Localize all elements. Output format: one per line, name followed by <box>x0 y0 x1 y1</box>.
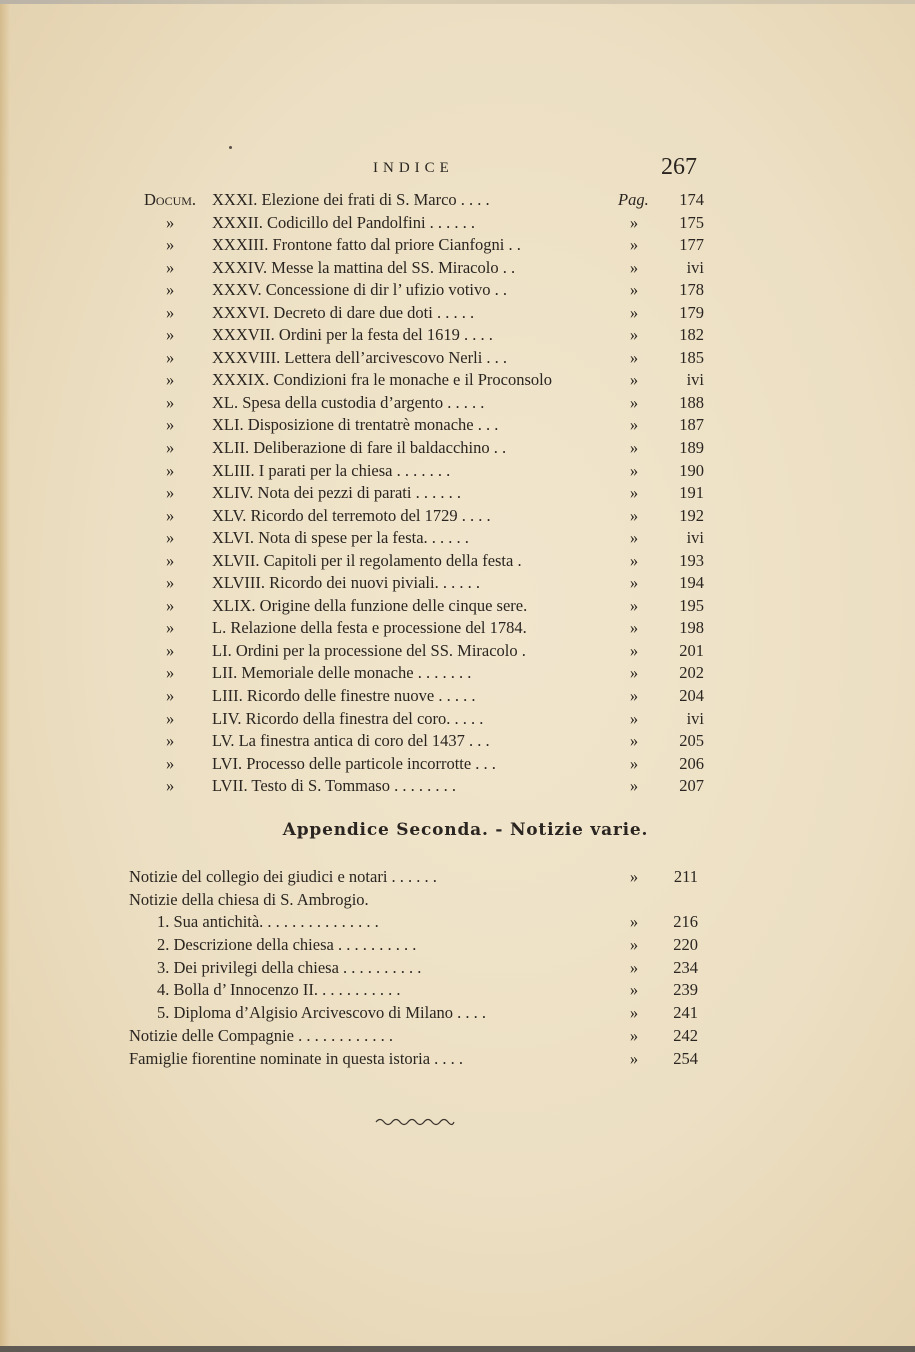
row-prefix: » <box>166 280 175 300</box>
document-row <box>0 392 915 415</box>
page-bottom-edge <box>0 1346 915 1352</box>
row-prefix: » <box>166 438 175 458</box>
document-title: XLVIII. Ricordo dei nuovi piviali. . . . . . <box>212 573 480 593</box>
document-row <box>0 730 915 753</box>
page-ref-mark: » <box>629 595 639 615</box>
appendix-row <box>0 1002 915 1025</box>
page-ref-mark: » <box>629 912 639 932</box>
page-num: 254 <box>673 1048 698 1068</box>
appendix-entry: Notizie del collegio dei giudici e notari . . . . . . <box>129 867 437 886</box>
page-num: ivi <box>686 708 704 728</box>
page-num: 189 <box>679 438 704 458</box>
page-num: 185 <box>679 347 704 367</box>
page-num: 187 <box>679 415 704 435</box>
row-prefix: » <box>166 595 175 615</box>
row-prefix: Docum. <box>144 190 197 209</box>
appendix-entry: Famiglie fiorentine nominate in questa istoria . . . . <box>129 1048 464 1068</box>
appendix-row <box>0 934 915 957</box>
row-prefix: » <box>166 257 175 277</box>
page-ref-mark: » <box>629 753 639 773</box>
appendix-row <box>0 866 915 889</box>
appendix-row <box>0 1048 915 1071</box>
document-row <box>0 437 915 460</box>
appendix-row <box>0 911 915 934</box>
document-title: L. Relazione della festa e processione del 1784. <box>212 618 527 638</box>
document-title: LIV. Ricordo della finestra del coro. . . . . <box>212 708 484 728</box>
document-row <box>0 505 915 528</box>
row-prefix: » <box>166 731 175 751</box>
document-row <box>0 414 915 437</box>
document-row <box>0 572 915 595</box>
document-row <box>0 302 915 325</box>
document-row <box>0 212 915 235</box>
document-title: XXXV. Concessione di dir l’ ufizio votivo . . <box>212 280 507 300</box>
row-prefix: » <box>166 618 175 638</box>
page-num: 239 <box>673 980 698 1000</box>
row-prefix: » <box>166 302 175 322</box>
page-num: 188 <box>679 392 704 412</box>
document-title: LV. La finestra antica di coro del 1437 . . . <box>212 731 490 751</box>
appendix-entry: 3. Dei privilegi della chiesa . . . . . . . . . . <box>157 957 422 977</box>
row-prefix: » <box>166 640 175 660</box>
document-title: LI. Ordini per la processione del SS. Miracolo . <box>212 640 526 660</box>
row-prefix: » <box>166 753 175 773</box>
page-num: ivi <box>686 257 704 277</box>
document-title: XXXIX. Condizioni fra le monache e il Proconsolo <box>212 370 553 390</box>
page-ref-mark: » <box>629 235 639 255</box>
page-num: 242 <box>673 1025 698 1045</box>
page-num: 182 <box>679 325 704 345</box>
page-ref-mark: » <box>629 1003 639 1023</box>
document-row <box>0 595 915 618</box>
page-num: 220 <box>673 935 698 955</box>
page-num: 241 <box>673 1003 698 1023</box>
page-ref-mark: » <box>629 415 639 435</box>
page-ref-mark: » <box>629 980 639 1000</box>
row-prefix: » <box>166 686 175 706</box>
document-title: XXXVI. Decreto di dare due doti . . . . . <box>212 302 475 322</box>
page-num: 191 <box>679 483 704 503</box>
page-ref-mark: » <box>629 528 639 548</box>
row-prefix: » <box>166 708 175 728</box>
page-ref-mark: » <box>629 505 639 525</box>
page-num: 177 <box>679 235 704 255</box>
appendix-row <box>0 889 915 912</box>
row-prefix: » <box>166 776 175 796</box>
row-prefix: » <box>166 415 175 435</box>
page-ref-mark: » <box>629 483 639 503</box>
document-row <box>0 527 915 550</box>
page-ref-mark: » <box>629 957 639 977</box>
page-ref-mark: » <box>629 663 639 683</box>
running-title: INDICE <box>373 160 454 176</box>
appendix-entry: 2. Descrizione della chiesa . . . . . . . . . . <box>157 935 417 955</box>
page-ref-mark: » <box>629 257 639 277</box>
document-row <box>0 685 915 708</box>
page-num: 234 <box>673 957 698 977</box>
page-ref-mark: » <box>629 438 639 458</box>
document-title: XXXIV. Messe la mattina del SS. Miracolo . . <box>212 257 516 277</box>
document-row <box>0 550 915 573</box>
appendix-row <box>0 979 915 1002</box>
page-ref-mark: » <box>629 325 639 345</box>
row-prefix: » <box>166 235 175 255</box>
page-ref-mark: » <box>629 280 639 300</box>
page-ref-mark: » <box>629 935 639 955</box>
row-prefix: » <box>166 505 175 525</box>
page-ref-mark: » <box>629 573 639 593</box>
document-row <box>0 257 915 280</box>
document-title: XL. Spesa della custodia d’argento . . . . . <box>212 392 485 412</box>
document-title: LVII. Testo di S. Tommaso . . . . . . . . <box>212 776 456 796</box>
page-ref-mark: » <box>629 776 639 796</box>
row-prefix: » <box>166 483 175 503</box>
page-ref-mark: » <box>629 460 639 480</box>
documents-list <box>0 189 915 798</box>
appendix-entry: 4. Bolla d’ Innocenzo II. . . . . . . . . . . <box>157 980 401 1000</box>
document-title: XLIX. Origine della funzione delle cinque sere. <box>212 595 528 615</box>
page-ref-mark: » <box>629 347 639 367</box>
document-title: XLI. Disposizione di trentatrè monache . . . <box>212 415 499 435</box>
document-title: XLVI. Nota di spese per la festa. . . . . . <box>212 528 469 548</box>
page-ref-mark: » <box>629 392 639 412</box>
running-head <box>0 154 915 184</box>
page-num: 205 <box>679 731 704 751</box>
page-num: 206 <box>679 753 704 773</box>
page-ref-mark: » <box>629 867 639 886</box>
document-title: XXXVIII. Lettera dell’arcivescovo Nerli . . . <box>212 347 508 367</box>
row-prefix: » <box>166 460 175 480</box>
page-num: 202 <box>679 663 704 683</box>
row-prefix: » <box>166 663 175 683</box>
page-ref-mark: » <box>629 1025 639 1045</box>
page-ref-mark: » <box>629 302 639 322</box>
page-ref-mark: » <box>629 618 639 638</box>
appendix-row <box>0 1025 915 1048</box>
page-num: 207 <box>679 776 704 796</box>
page-num: 211 <box>673 867 698 886</box>
document-row <box>0 324 915 347</box>
document-title: LIII. Ricordo delle finestre nuove . . . . . <box>212 686 476 706</box>
appendix-row <box>0 957 915 980</box>
page-num: ivi <box>686 370 704 390</box>
document-row <box>0 753 915 776</box>
page-ref-mark: » <box>629 370 639 390</box>
document-title: XXXIII. Frontone fatto dal priore Cianfogni . . <box>212 235 521 255</box>
row-prefix: » <box>166 370 175 390</box>
page-num: 179 <box>679 302 704 322</box>
page-ref-mark: » <box>629 731 639 751</box>
appendix-entry: Notizie delle Compagnie . . . . . . . . . . . . <box>129 1025 393 1045</box>
document-row <box>0 189 915 212</box>
page-num: ivi <box>686 528 704 548</box>
appendix-heading: Appendice Seconda. - Notizie varie. <box>282 820 649 840</box>
page-num: 198 <box>679 618 704 638</box>
document-row <box>0 234 915 257</box>
document-row <box>0 460 915 483</box>
page-num: 193 <box>679 550 704 570</box>
document-title: XLII. Deliberazione di fare il baldacchino . . <box>212 438 507 458</box>
document-row <box>0 640 915 663</box>
page-num: 175 <box>679 212 704 232</box>
page-num: 201 <box>679 640 704 660</box>
page-number: 267 <box>661 154 697 180</box>
document-row <box>0 347 915 370</box>
page-num: 174 <box>679 190 704 209</box>
document-title: XLIV. Nota dei pezzi di parati . . . . . . <box>212 483 461 503</box>
appendix-entry: Notizie della chiesa di S. Ambrogio. <box>129 889 369 909</box>
document-row <box>0 617 915 640</box>
page-num: 194 <box>679 573 704 593</box>
row-prefix: » <box>166 550 175 570</box>
row-prefix: » <box>166 392 175 412</box>
page-ref-mark: » <box>629 640 639 660</box>
document-title: LII. Memoriale delle monache . . . . . . . <box>212 663 472 683</box>
page-num: 178 <box>679 280 704 300</box>
page-ref-mark: » <box>629 708 639 728</box>
page-num: 216 <box>673 912 698 932</box>
page-num: 192 <box>679 505 704 525</box>
page-ref-mark: » <box>629 550 639 570</box>
document-title: XXXVII. Ordini per la festa del 1619 . . . . <box>212 325 493 345</box>
document-title: XXXII. Codicillo del Pandolfini . . . . . . <box>212 212 476 232</box>
document-row <box>0 708 915 731</box>
document-title: LVI. Processo delle particole incorrotte . . . <box>212 753 496 773</box>
document-row <box>0 369 915 392</box>
row-prefix: » <box>166 573 175 593</box>
document-title: XLV. Ricordo del terremoto del 1729 . . . . <box>212 505 491 525</box>
document-row <box>0 775 915 798</box>
appendix-entry: 5. Diploma d’Algisio Arcivescovo di Milano . . . . <box>157 1003 487 1023</box>
page-num: 195 <box>679 595 704 615</box>
row-prefix: » <box>166 325 175 345</box>
tail-ornament <box>374 1114 456 1130</box>
document-title: XXXI. Elezione dei frati di S. Marco . . . . <box>212 190 490 209</box>
ink-speck <box>229 146 232 149</box>
row-prefix: » <box>166 347 175 367</box>
appendix-entry: 1. Sua antichità. . . . . . . . . . . . . . . <box>157 912 379 932</box>
page-num: 190 <box>679 460 704 480</box>
page-ref-mark: » <box>629 686 639 706</box>
document-title: XLIII. I parati per la chiesa . . . . . . . <box>212 460 451 480</box>
page-num: 204 <box>679 686 704 706</box>
row-prefix: » <box>166 528 175 548</box>
row-prefix: » <box>166 212 175 232</box>
page-ref-mark: Pag. <box>618 190 649 209</box>
appendix-list <box>0 866 915 1070</box>
document-row <box>0 662 915 685</box>
document-row <box>0 279 915 302</box>
page-ref-mark: » <box>629 1048 639 1068</box>
document-title: XLVII. Capitoli per il regolamento della festa . <box>212 550 522 570</box>
page-ref-mark: » <box>629 212 639 232</box>
document-row <box>0 482 915 505</box>
